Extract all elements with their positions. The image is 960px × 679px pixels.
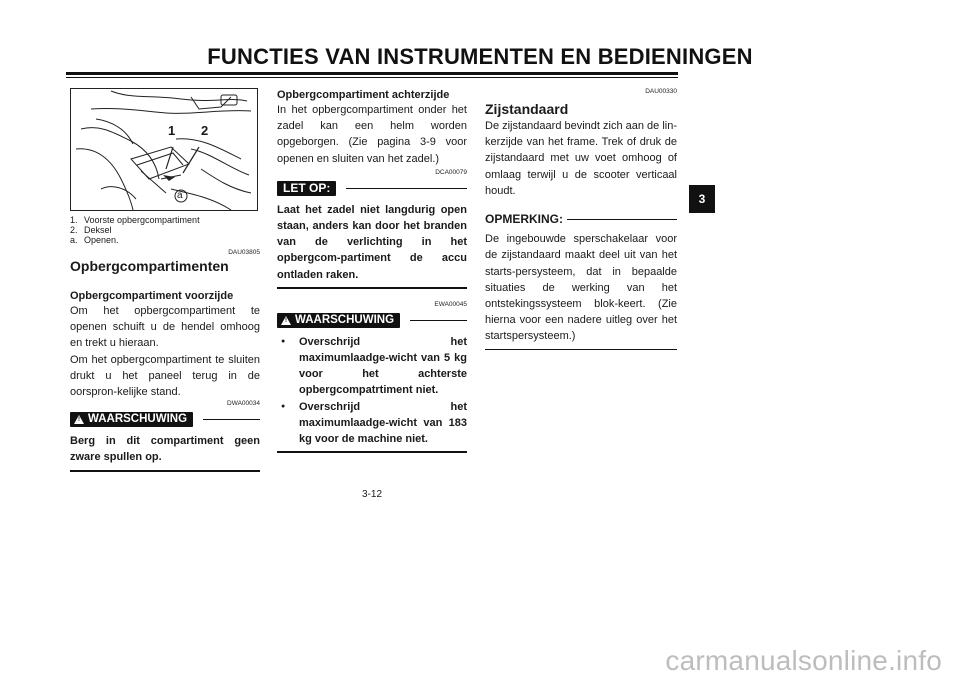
note-badge: LET OP: <box>277 181 336 196</box>
paragraph: In het opbergcompartiment onder het zadel kan een helm worden opgeborgen. (Zie pagina 3-9 voor openen en sluiten van het zadel.) <box>277 104 467 165</box>
section-code: DAU03805 <box>228 249 260 256</box>
chapter-tab: 3 <box>689 185 715 213</box>
subsection-heading: Opbergcompartiment achterzijde <box>277 89 450 101</box>
warning-header <box>277 313 467 328</box>
caption-text: Openen. <box>84 235 119 245</box>
figure-label-2: 2 <box>201 123 209 138</box>
note-text: Laat het zadel niet langdurig open staan, anders kan door het branden van de verlichting in het opbergcom-partiment de accu ontladen raken. <box>277 203 467 281</box>
note-header <box>277 181 467 196</box>
title-rule-thin <box>66 77 678 78</box>
paragraph: Om het opbergcompartiment te openen schuift u de hendel omhoog en trekt u hieraan. <box>70 305 260 350</box>
section-heading: Zijstandaard <box>485 101 569 117</box>
storage-illustration <box>70 88 258 211</box>
note-rule <box>567 219 677 220</box>
warning-code: DWA00034 <box>227 400 260 408</box>
note-close-rule <box>277 287 467 289</box>
paragraph: De zijstandaard bevindt zich aan de lin-kerzijde van het frame. Trek of druk de zijstandaard met uw voet omhoog of omlaag terwijl u de scooter verticaal houdt. <box>485 120 678 197</box>
note-code: DCA00079 <box>435 168 467 176</box>
paragraph: Om het opbergcompartiment te sluiten drukt u het paneel terug in de oorspron-kelijke stand. <box>70 353 260 399</box>
warning-triangle-icon: ! <box>74 415 84 424</box>
caption-row <box>70 225 260 235</box>
section-heading: Opbergcompartimenten <box>70 258 229 274</box>
title-rule <box>66 72 678 75</box>
note-text: De ingebouwde sperschakelaar voor de zijstandaard maakt deel uit van het starts-persysteem, dat in bepaalde situaties de werking van het ontstekingssysteem blok-keert. (Zie hierna voor een nadere uitleg over het startspersysteem.) <box>485 233 677 343</box>
page-number: 3-12 <box>361 489 382 500</box>
caption-row <box>70 235 260 245</box>
warning-close-rule <box>70 470 260 472</box>
column-right <box>485 88 677 350</box>
figure-label-a: a <box>177 190 183 201</box>
subsection-heading: Opbergcompartiment voorzijde <box>70 290 234 302</box>
section-code: DAU00330 <box>645 88 677 95</box>
warning-close-rule <box>277 451 467 453</box>
column-middle <box>277 88 467 453</box>
watermark: carmanualsonline.info <box>665 645 942 676</box>
warning-text: Berg in dit compartiment geen zware spullen op. <box>70 435 260 464</box>
list-item: ● Overschrijd het maximumlaadge-wicht van 183 kg voor de machine niet. <box>277 399 467 448</box>
warning-header <box>70 412 260 427</box>
caption-key: a. <box>70 235 78 245</box>
page-title: FUNCTIES VAN INSTRUMENTEN EN BEDIENINGEN <box>207 44 753 69</box>
note-close-rule <box>485 349 677 350</box>
caption-text: Voorste opbergcompartiment <box>84 215 200 225</box>
note-header <box>485 211 677 227</box>
warning-badge <box>277 313 400 328</box>
caption-text: Deksel <box>84 225 112 235</box>
warning-label: WAARSCHUWING <box>295 313 395 326</box>
caption-key: 2. <box>70 225 78 235</box>
figure-captions <box>70 215 260 245</box>
list-item: ● Overschrijd het maximumlaadge-wicht van 5 kg voor het achterste opbergcompatrtiment niet. <box>277 334 467 399</box>
warning-label: WAARSCHUWING <box>88 413 188 426</box>
warning-badge <box>70 412 193 427</box>
warning-triangle-icon: ! <box>281 316 291 325</box>
warning-rule <box>203 419 260 420</box>
warning-rule <box>410 320 467 321</box>
caption-row <box>70 215 260 225</box>
figure-label-1: 1 <box>168 123 176 138</box>
storage-line-drawing <box>71 89 257 210</box>
caption-key: 1. <box>70 215 78 225</box>
warning-list <box>277 334 467 447</box>
warning-code: EWA00045 <box>434 300 467 308</box>
note-label: OPMERKING: <box>485 212 563 227</box>
note-rule <box>346 188 467 189</box>
column-left <box>70 88 260 472</box>
